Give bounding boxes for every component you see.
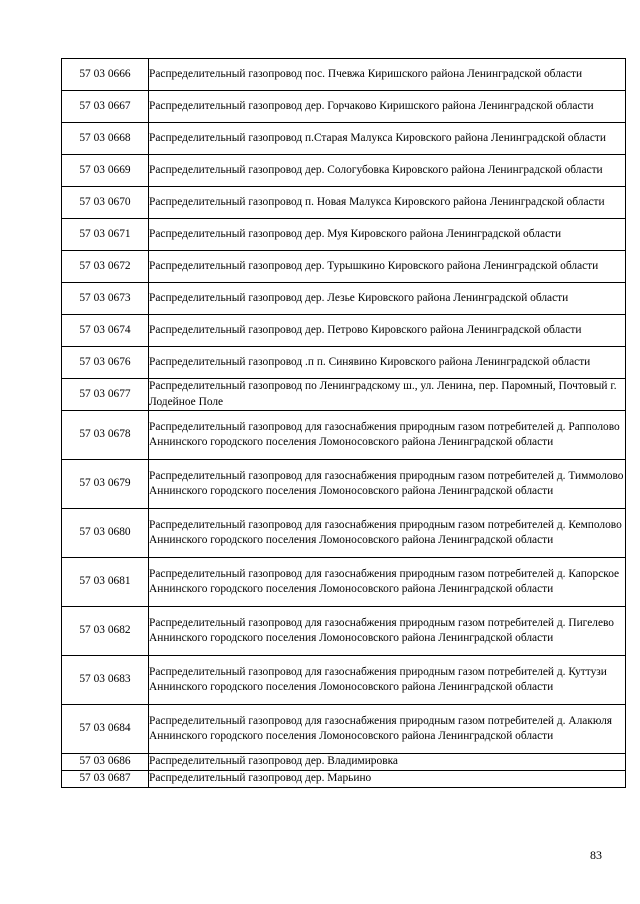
object-code: 57 03 0678	[62, 411, 149, 460]
table-row	[62, 705, 626, 754]
object-description: Распределительный газопровод для газоснабжения природным газом потребителей д. Тиммолово Аннинского городского поселения Ломоносовского района Ленинградской области	[149, 460, 626, 509]
object-code: 57 03 0666	[62, 59, 149, 91]
object-description: Распределительный газопровод для газоснабжения природным газом потребителей д. Пигелево Аннинского городского поселения Ломоносовского района Ленинградской области	[149, 607, 626, 656]
table-row	[62, 460, 626, 509]
object-description: Распределительный газопровод для газоснабжения природным газом потребителей д. Рапполово Аннинского городского поселения Ломоносовского района Ленинградской области	[149, 411, 626, 460]
object-description: Распределительный газопровод дер. Муя Кировского района Ленинградской области	[149, 219, 626, 251]
object-code: 57 03 0680	[62, 509, 149, 558]
table-row	[62, 59, 626, 91]
object-description: Распределительный газопровод для газоснабжения природным газом потребителей д. Куттузи Аннинского городского поселения Ломоносовского района Ленинградской области	[149, 656, 626, 705]
table-row	[62, 379, 626, 411]
object-description: Распределительный газопровод для газоснабжения природным газом потребителей д. Алакюля Аннинского городского поселения Ломоносовского района Ленинградской области	[149, 705, 626, 754]
object-description: Распределительный газопровод п. Новая Малукса Кировского района Ленинградской области	[149, 187, 626, 219]
object-description: Распределительный газопровод пос. Пчевжа Киришского района Ленинградской области	[149, 59, 626, 91]
table-row	[62, 283, 626, 315]
table-row	[62, 123, 626, 155]
object-code: 57 03 0687	[62, 771, 149, 788]
object-code: 57 03 0668	[62, 123, 149, 155]
object-code: 57 03 0686	[62, 754, 149, 771]
object-code: 57 03 0667	[62, 91, 149, 123]
table-row	[62, 155, 626, 187]
table-row	[62, 509, 626, 558]
object-description: Распределительный газопровод по Ленинградскому ш., ул. Ленина, пер. Паромный, Почтовый г. Лодейное Поле	[149, 379, 626, 411]
object-code: 57 03 0684	[62, 705, 149, 754]
object-description: Распределительный газопровод дер. Лезье Кировского района Ленинградской области	[149, 283, 626, 315]
page-number: 83	[590, 848, 602, 862]
object-description: Распределительный газопровод дер. Марьино	[149, 771, 626, 788]
table-row	[62, 656, 626, 705]
object-description: Распределительный газопровод для газоснабжения природным газом потребителей д. Кемполово Аннинского городского поселения Ломоносовского района Ленинградской области	[149, 509, 626, 558]
object-code: 57 03 0672	[62, 251, 149, 283]
table-row	[62, 315, 626, 347]
table-row	[62, 219, 626, 251]
object-code: 57 03 0676	[62, 347, 149, 379]
table-row	[62, 251, 626, 283]
table-row	[62, 91, 626, 123]
object-code: 57 03 0669	[62, 155, 149, 187]
object-code: 57 03 0671	[62, 219, 149, 251]
object-description: Распределительный газопровод дер. Сологубовка Кировского района Ленинградской области	[149, 155, 626, 187]
object-description: Распределительный газопровод п.Старая Малукса Кировского района Ленинградской области	[149, 123, 626, 155]
table-row	[62, 771, 626, 788]
table-row	[62, 558, 626, 607]
object-code: 57 03 0674	[62, 315, 149, 347]
table-row	[62, 411, 626, 460]
object-code: 57 03 0681	[62, 558, 149, 607]
object-description: Распределительный газопровод .п п. Синявино Кировского района Ленинградской области	[149, 347, 626, 379]
object-code: 57 03 0677	[62, 379, 149, 411]
registry-table	[61, 58, 626, 788]
object-code: 57 03 0683	[62, 656, 149, 705]
table-row	[62, 754, 626, 771]
object-code: 57 03 0682	[62, 607, 149, 656]
object-description: Распределительный газопровод для газоснабжения природным газом потребителей д. Капорское Аннинского городского поселения Ломоносовского района Ленинградской области	[149, 558, 626, 607]
object-code: 57 03 0673	[62, 283, 149, 315]
object-description: Распределительный газопровод дер. Турышкино Кировского района Ленинградской области	[149, 251, 626, 283]
table-row	[62, 607, 626, 656]
object-description: Распределительный газопровод дер. Владимировка	[149, 754, 626, 771]
table-row	[62, 347, 626, 379]
object-description: Распределительный газопровод дер. Петрово Кировского района Ленинградской области	[149, 315, 626, 347]
object-code: 57 03 0679	[62, 460, 149, 509]
table-row	[62, 187, 626, 219]
object-description: Распределительный газопровод дер. Горчаково Киришского района Ленинградской области	[149, 91, 626, 123]
object-code: 57 03 0670	[62, 187, 149, 219]
